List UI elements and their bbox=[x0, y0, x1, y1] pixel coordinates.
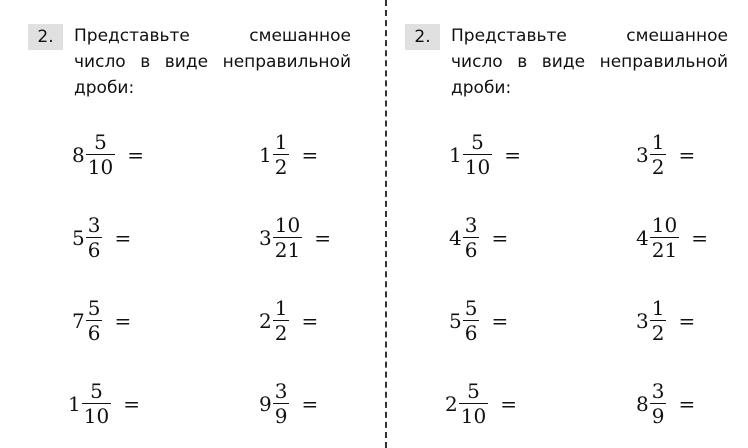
equals-sign: = bbox=[500, 391, 517, 416]
numerator: 1 bbox=[651, 296, 665, 320]
fraction bbox=[82, 379, 111, 428]
denominator: 6 bbox=[464, 321, 478, 345]
whole-part: 7 bbox=[72, 308, 85, 333]
numerator: 3 bbox=[651, 379, 665, 403]
numerator: 5 bbox=[464, 296, 478, 320]
numerator: 1 bbox=[274, 296, 288, 320]
task-header bbox=[28, 22, 388, 112]
denominator: 10 bbox=[87, 155, 114, 179]
mixed-number-exercise bbox=[636, 379, 695, 428]
denominator: 10 bbox=[460, 404, 487, 428]
denominator: 6 bbox=[464, 238, 478, 262]
whole-part: 1 bbox=[68, 391, 81, 416]
whole-part: 1 bbox=[449, 142, 462, 167]
whole-part: 8 bbox=[636, 391, 649, 416]
denominator: 2 bbox=[274, 321, 288, 345]
task-number-badge: 2. bbox=[405, 24, 440, 50]
whole-part: 5 bbox=[72, 225, 85, 250]
fraction bbox=[86, 213, 103, 262]
equals-sign: = bbox=[678, 308, 696, 333]
mixed-number-exercise bbox=[636, 130, 695, 179]
denominator: 9 bbox=[651, 404, 665, 428]
equals-sign: = bbox=[314, 225, 331, 250]
fraction bbox=[463, 296, 480, 345]
numerator: 5 bbox=[87, 296, 101, 320]
task-number-badge: 2. bbox=[28, 24, 63, 50]
mixed-number-exercise bbox=[449, 296, 508, 345]
fraction bbox=[463, 213, 480, 262]
fraction bbox=[463, 130, 492, 179]
numerator: 3 bbox=[87, 213, 101, 237]
equals-sign: = bbox=[504, 142, 521, 167]
fraction bbox=[273, 296, 290, 345]
numerator: 5 bbox=[94, 130, 107, 154]
task-instruction: Представьте смешанное число в виде неправильной дроби: bbox=[74, 26, 351, 98]
equals-sign: = bbox=[678, 142, 696, 167]
denominator: 9 bbox=[274, 404, 288, 428]
mixed-number-exercise bbox=[72, 296, 131, 345]
task-header bbox=[405, 22, 748, 112]
mixed-number-exercise bbox=[636, 213, 708, 262]
mixed-number-exercise bbox=[449, 130, 521, 179]
whole-part: 5 bbox=[449, 308, 462, 333]
equals-sign: = bbox=[301, 142, 319, 167]
fraction bbox=[273, 213, 302, 262]
fraction bbox=[86, 296, 103, 345]
whole-part: 3 bbox=[636, 308, 649, 333]
task-instruction: Представьте смешанное число в виде неправильной дроби: bbox=[451, 26, 728, 98]
numerator: 1 bbox=[274, 130, 288, 154]
fraction bbox=[273, 130, 290, 179]
equals-sign: = bbox=[123, 391, 140, 416]
denominator: 10 bbox=[83, 404, 110, 428]
mixed-number-exercise bbox=[449, 213, 508, 262]
whole-part: 3 bbox=[636, 142, 649, 167]
fraction bbox=[459, 379, 488, 428]
equals-sign: = bbox=[301, 308, 319, 333]
denominator: 2 bbox=[651, 155, 665, 179]
denominator: 6 bbox=[87, 321, 101, 345]
denominator: 21 bbox=[651, 238, 678, 262]
numerator: 5 bbox=[471, 130, 484, 154]
whole-part: 8 bbox=[72, 142, 85, 167]
whole-part: 4 bbox=[449, 225, 462, 250]
denominator: 6 bbox=[87, 238, 101, 262]
whole-part: 2 bbox=[259, 308, 272, 333]
mixed-number-exercise bbox=[259, 213, 331, 262]
denominator: 2 bbox=[651, 321, 665, 345]
numerator: 3 bbox=[274, 379, 288, 403]
equals-sign: = bbox=[301, 391, 319, 416]
fraction bbox=[86, 130, 115, 179]
fraction bbox=[650, 379, 667, 428]
numerator: 10 bbox=[274, 213, 301, 237]
equals-sign: = bbox=[491, 308, 509, 333]
mixed-number-exercise bbox=[259, 130, 318, 179]
equals-sign: = bbox=[114, 225, 132, 250]
mixed-number-exercise bbox=[636, 296, 695, 345]
equals-sign: = bbox=[114, 308, 132, 333]
numerator: 3 bbox=[464, 213, 478, 237]
mixed-number-exercise bbox=[72, 130, 144, 179]
numerator: 5 bbox=[467, 379, 480, 403]
mixed-number-exercise bbox=[259, 379, 318, 428]
numerator: 10 bbox=[651, 213, 678, 237]
equals-sign: = bbox=[691, 225, 708, 250]
mixed-number-exercise bbox=[72, 213, 131, 262]
equals-sign: = bbox=[127, 142, 144, 167]
mixed-number-exercise bbox=[259, 296, 318, 345]
fraction bbox=[273, 379, 290, 428]
fraction bbox=[650, 130, 667, 179]
whole-part: 4 bbox=[636, 225, 649, 250]
numerator: 5 bbox=[90, 379, 103, 403]
numerator: 1 bbox=[651, 130, 665, 154]
denominator: 21 bbox=[274, 238, 301, 262]
worksheet-panel-right bbox=[405, 0, 748, 448]
fraction bbox=[650, 296, 667, 345]
fraction bbox=[650, 213, 679, 262]
whole-part: 3 bbox=[259, 225, 272, 250]
whole-part: 2 bbox=[445, 391, 458, 416]
whole-part: 9 bbox=[259, 391, 272, 416]
worksheet-panel-left bbox=[28, 0, 388, 448]
denominator: 10 bbox=[464, 155, 491, 179]
equals-sign: = bbox=[678, 391, 696, 416]
denominator: 2 bbox=[274, 155, 288, 179]
whole-part: 1 bbox=[259, 142, 272, 167]
mixed-number-exercise bbox=[68, 379, 140, 428]
mixed-number-exercise bbox=[445, 379, 517, 428]
equals-sign: = bbox=[491, 225, 509, 250]
